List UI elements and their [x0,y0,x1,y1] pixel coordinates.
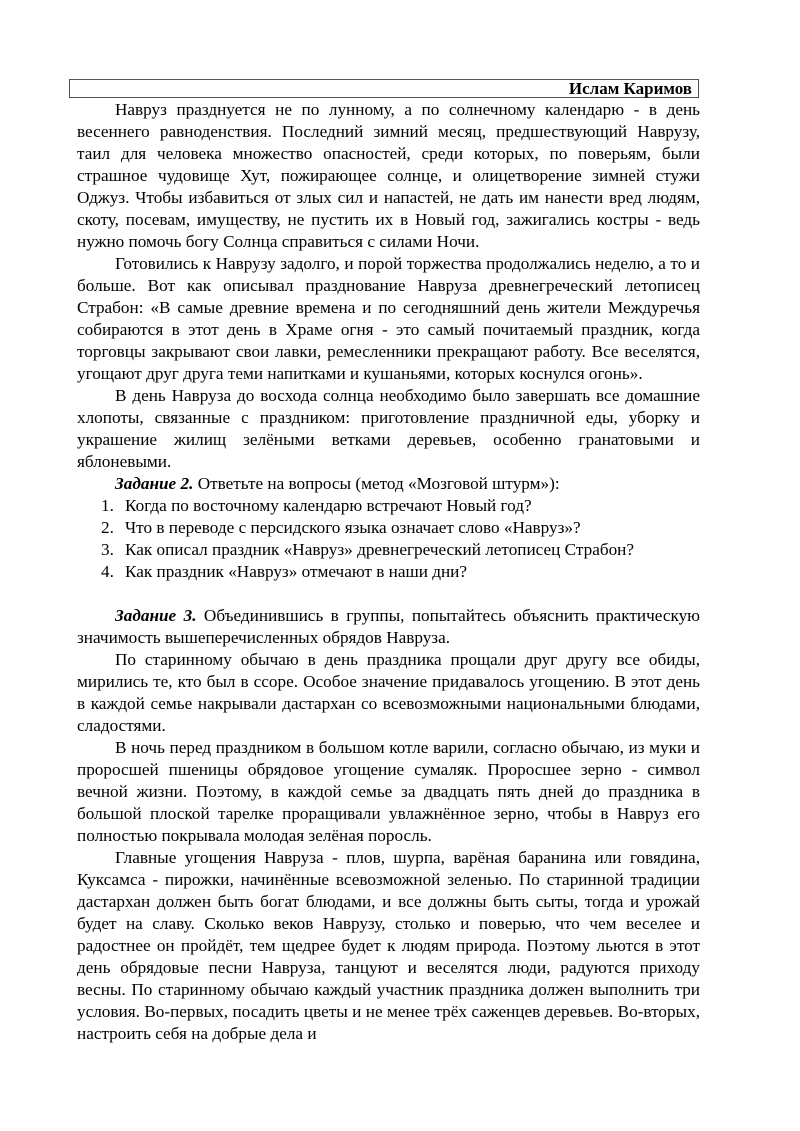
paragraph-6: Главные угощения Навруза - плов, шурпа, варёная баранина или говядина, Куксамса - пирожки, начинённые всевозможной зеленью. По старинной традиции дастархан должен быть богат блюдами, и все должны быть сыты, тогда и урожай будет на славу. Сколько веков Наврузу, столько и поверью, что чем веселее и радостнее он пройдёт, тем щедрее будет к людям природа. Поэтому льются в этот день обрядовые песни Навруза, танцуют и веселятся люди, радуются приходу весны. По старинному обычаю каждый участник праздника должен выполнить три условия. Во-первых, посадить цветы и не менее трёх саженцев деревьев. Во-вторых, настроить себя на добрые дела и [77,848,700,1043]
task-2-label: Задание 2. [115,474,194,493]
paragraph-4: По старинному обычаю в день праздника прощали друг другу все обиды, мирились те, кто был в ссоре. Особое значение придавалось угощению. В этот день в каждой семье накрывали дастархан со всевозможными национальными блюдами, сладостями. [77,650,700,735]
task-3 [77,605,700,649]
paragraph-1: Навруз празднуется не по лунному, а по солнечному календарю - в день весеннего равноденствия. Последний зимний месяц, предшествующий Наврузу, таил для человека множество опасностей, среди которых, по поверьям, были страшное чудовище Хут, пожирающее солнце, и олицетворение зимней стужи Оджуз. Чтобы избавиться от злых сил и напастей, не дать им нанести вред людям, скоту, посевам, имуществу, не пустить их в Новый год, зажигались костры - ведь нужно помочь богу Солнца справиться с силами Ночи. [77,100,700,251]
spacer [77,583,700,605]
document-body [77,99,700,1045]
question-text: Когда по восточному календарю встречают Новый год? [125,496,532,515]
task-2-questions [77,495,700,583]
task-3-label: Задание 3. [115,606,197,625]
question-item [101,539,700,561]
header-box [69,79,699,98]
paragraph-3: В день Навруза до восхода солнца необходимо было завершать все домашние хлопоты, связанные с праздником: приготовление праздничной еды, уборку и украшение жилищ зелёными ветками деревьев, особенно гранатовыми и яблоневыми. [77,386,700,471]
paragraph-2: Готовились к Наврузу задолго, и порой торжества продолжались неделю, а то и больше. Вот как описывал празднование Навруза древнегреческий летописец Страбон: «В самые древние времена и по сегодняшний день жители Междуречья собираются в этот день в Храме огня - это самый почитаемый праздник, когда торговцы закрывают свои лавки, ремесленники прекращают работу. Все веселятся, угощают друг друга теми напитками и кушаньями, которых коснулся огонь». [77,254,700,383]
question-number: 1. [101,496,114,515]
question-text: Что в переводе с персидского языка означает слово «Навруз»? [125,518,581,537]
question-item [101,561,700,583]
task-2-text: Ответьте на вопросы (метод «Мозговой штурм»): [193,474,560,493]
question-number: 3. [101,540,114,559]
author-name: Ислам Каримов [568,79,692,98]
paragraph-5: В ночь перед праздником в большом котле варили, согласно обычаю, из муки и проросшей пшеницы обрядовое угощение сумаляк. Проросшее зерно - символ вечной жизни. Поэтому, в каждой семье за двадцать пять дней до праздника в большой плоской тарелке проращивали увлажнённое зерно, чтобы в Навруз его полностью покрывала молодая зелёная поросль. [77,738,700,845]
question-item [101,495,700,517]
task-2 [77,473,700,495]
task-3-text: Объединившись в группы, попытайтесь объяснить практическую значимость вышеперечисленных обрядов Навруза. [77,606,700,647]
question-number: 4. [101,562,114,581]
question-number: 2. [101,518,114,537]
question-item [101,517,700,539]
question-text: Как описал праздник «Навруз» древнегреческий летописец Страбон? [125,540,634,559]
question-text: Как праздник «Навруз» отмечают в наши дни? [125,562,467,581]
